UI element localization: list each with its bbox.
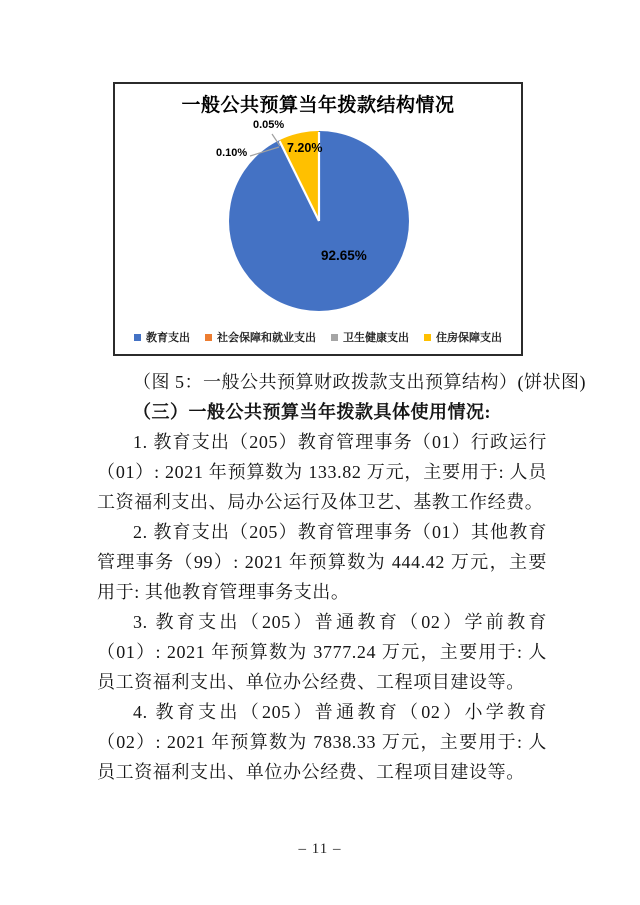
legend-label: 教育支出: [146, 332, 190, 344]
legend-swatch-education: [134, 334, 141, 341]
document-body: [97, 367, 586, 787]
section-heading: （三）一般公共预算当年拨款具体使用情况:: [133, 402, 491, 422]
legend-swatch-social-security: [205, 334, 212, 341]
pie-slice-borders: [229, 131, 409, 311]
slice-label-health: 0.10%: [216, 147, 248, 159]
legend-item-social-security: [205, 329, 316, 345]
paragraph: 4. 教育支出（205）普通教育（02）小学教育（02）: 2021 年预算数为 7838.33 万元，主要用于: 人员工资福利支出、单位办公经费、工程项目建设等。: [97, 702, 547, 782]
slice-label-education: 92.65%: [321, 248, 367, 263]
pie-chart-panel: [113, 82, 523, 356]
slice-label-social-security: 0.05%: [253, 119, 285, 131]
legend-label: 社会保障和就业支出: [217, 332, 316, 344]
legend-swatch-health: [331, 334, 338, 341]
legend-item-health: [331, 329, 409, 345]
page-number: – 11 –: [298, 841, 342, 857]
paragraph: 3. 教育支出（205）普通教育（02）学前教育（01）: 2021 年预算数为 3777.24 万元，主要用于: 人员工资福利支出、单位办公经费、工程项目建设等。: [97, 612, 547, 692]
legend-label: 卫生健康支出: [343, 332, 409, 344]
legend-swatch-housing: [424, 334, 431, 341]
legend-item-housing: [424, 329, 502, 345]
paragraph: 1. 教育支出（205）教育管理事务（01）行政运行（01）: 2021 年预算数为 133.82 万元，主要用于: 人员工资福利支出、局办公运行及体卫艺、基教工作经费。: [97, 432, 547, 512]
legend-item-education: [134, 329, 190, 345]
pie-chart: [229, 131, 409, 311]
paragraph: 2. 教育支出（205）教育管理事务（01）其他教育管理事务（99）: 2021 年预算数为 444.42 万元，主要用于: 其他教育管理事务支出。: [97, 522, 547, 602]
figure-caption: （图 5：一般公共预算财政拨款支出预算结构）(饼状图): [133, 372, 586, 392]
chart-title: 一般公共预算当年拨款结构情况: [181, 95, 455, 116]
paragraphs: [97, 427, 547, 787]
legend-label: 住房保障支出: [436, 332, 502, 344]
chart-legend: [115, 329, 521, 345]
slice-label-housing: 7.20%: [287, 141, 323, 155]
